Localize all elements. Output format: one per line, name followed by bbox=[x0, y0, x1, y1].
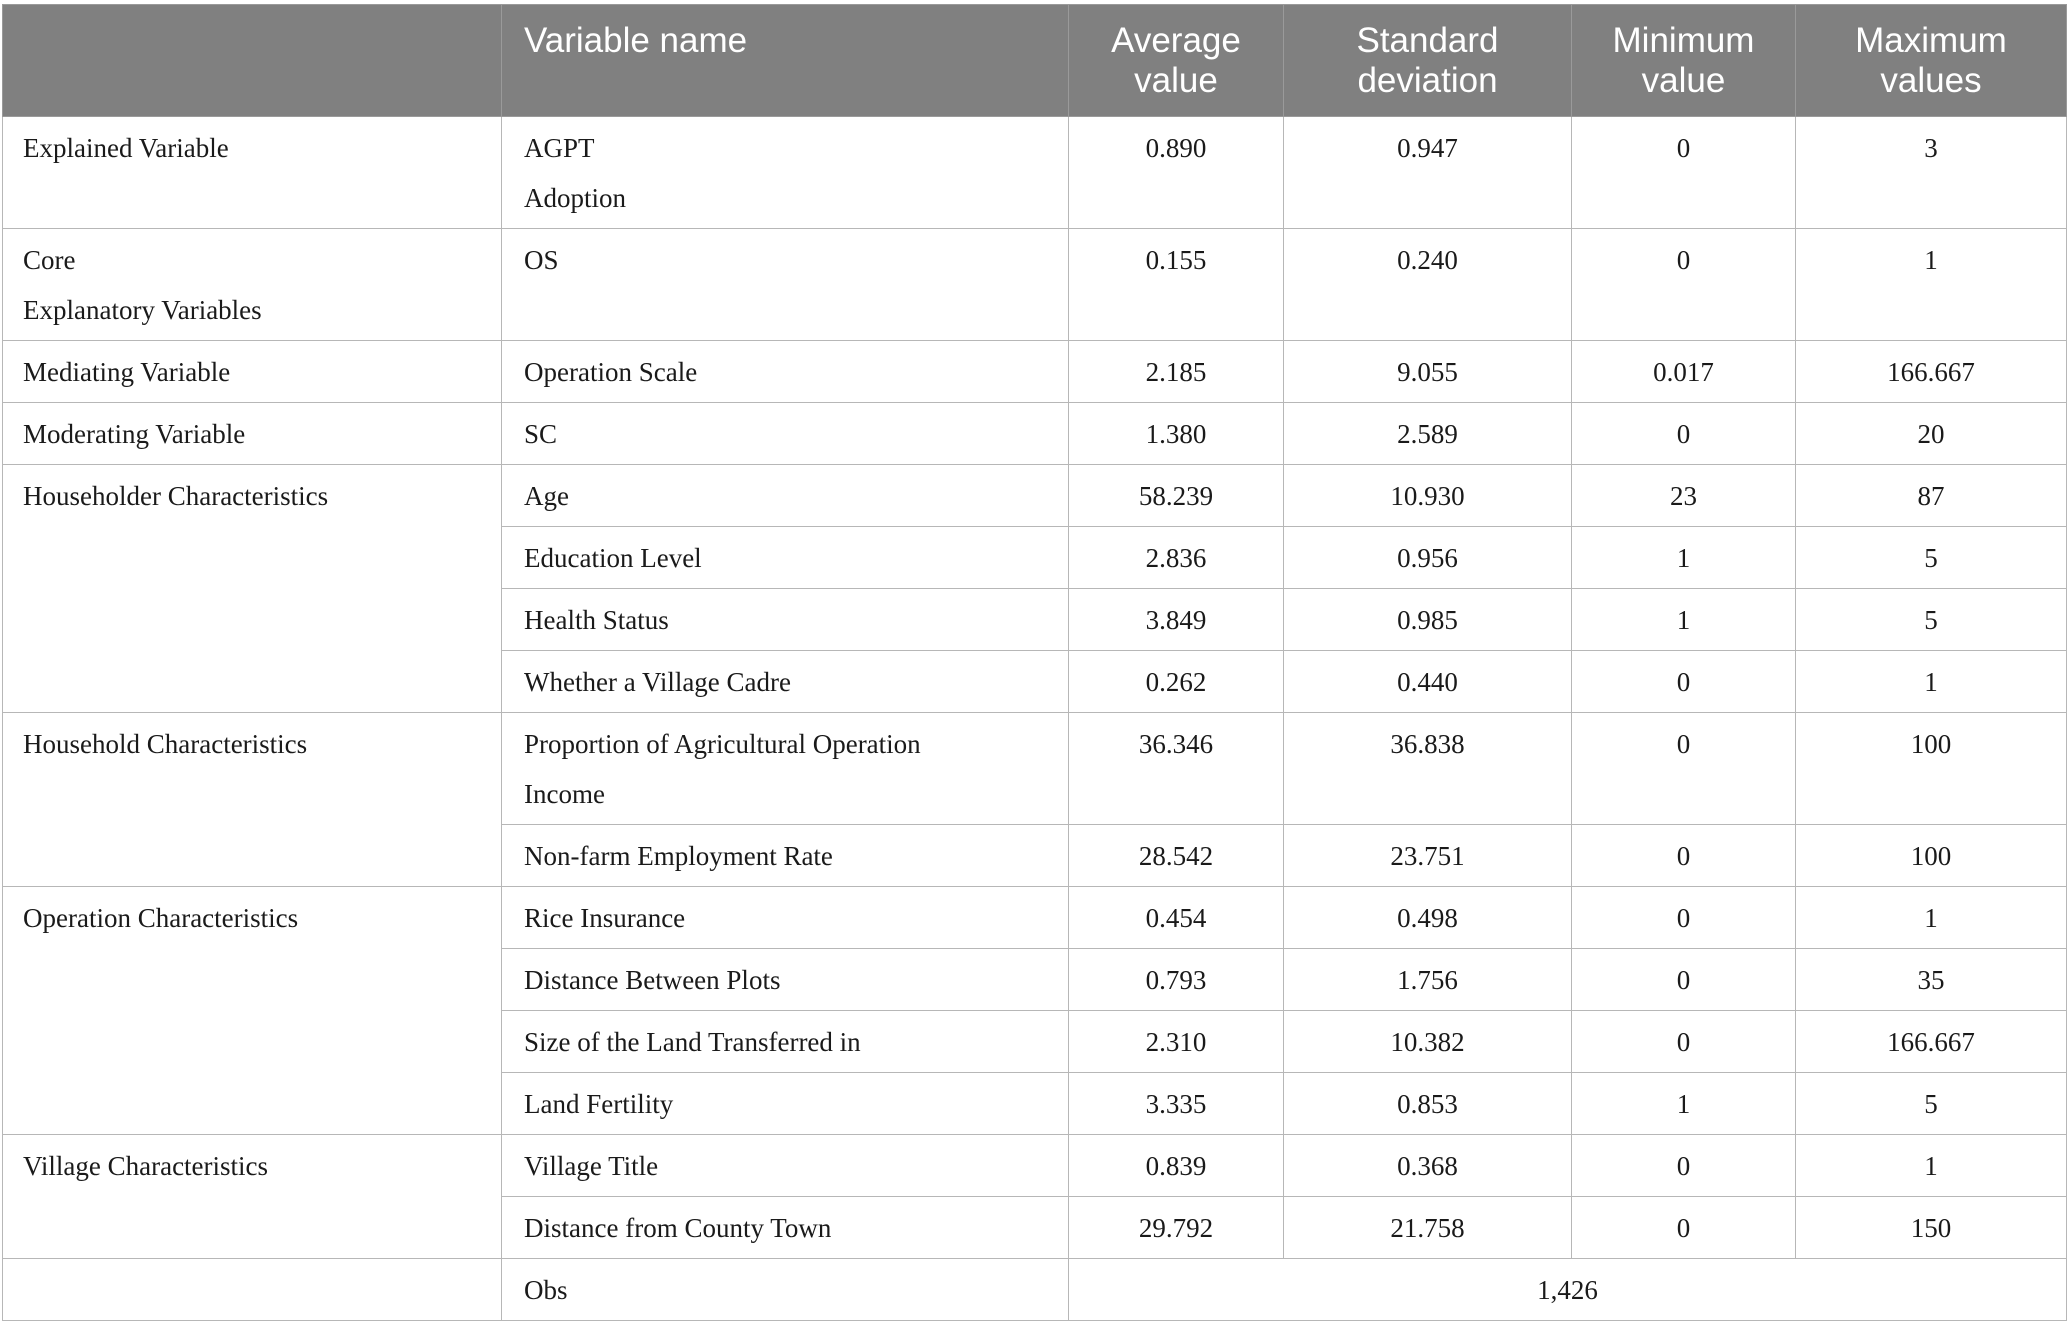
min-cell: 0 bbox=[1572, 651, 1796, 713]
obs-category-cell bbox=[3, 1259, 502, 1321]
sd-cell: 0.368 bbox=[1284, 1135, 1572, 1197]
min-cell: 0 bbox=[1572, 117, 1796, 229]
sd-cell: 0.985 bbox=[1284, 589, 1572, 651]
variable-cell: Distance Between Plots bbox=[502, 949, 1069, 1011]
header-minimum-value bbox=[1572, 5, 1796, 117]
variable-cell: Education Level bbox=[502, 527, 1069, 589]
variable-line1: Proportion of Agricultural Operation bbox=[524, 729, 921, 759]
sd-cell: 0.956 bbox=[1284, 527, 1572, 589]
header-sd-line2: deviation bbox=[1357, 61, 1498, 100]
category-cell: Mediating Variable bbox=[3, 341, 502, 403]
obs-label: Obs bbox=[502, 1259, 1069, 1321]
mean-cell: 0.839 bbox=[1069, 1135, 1284, 1197]
variable-cell: Whether a Village Cadre bbox=[502, 651, 1069, 713]
header-variable-name: Variable name bbox=[502, 5, 1069, 117]
min-cell: 23 bbox=[1572, 465, 1796, 527]
category-line1: Core bbox=[23, 245, 76, 275]
category-line2: Explanatory Variables bbox=[23, 295, 262, 325]
min-cell: 1 bbox=[1572, 527, 1796, 589]
max-cell: 1 bbox=[1796, 887, 2067, 949]
sd-cell: 0.947 bbox=[1284, 117, 1572, 229]
variable-cell: Operation Scale bbox=[502, 341, 1069, 403]
header-sd-line1: Standard bbox=[1356, 21, 1499, 60]
obs-row bbox=[3, 1259, 2067, 1321]
max-cell: 100 bbox=[1796, 825, 2067, 887]
category-cell bbox=[3, 229, 502, 341]
sd-cell: 0.853 bbox=[1284, 1073, 1572, 1135]
sd-cell: 1.756 bbox=[1284, 949, 1572, 1011]
max-cell: 100 bbox=[1796, 713, 2067, 825]
sd-cell: 0.498 bbox=[1284, 887, 1572, 949]
max-cell: 1 bbox=[1796, 229, 2067, 341]
mean-cell: 2.836 bbox=[1069, 527, 1284, 589]
max-cell: 5 bbox=[1796, 527, 2067, 589]
mean-cell: 2.185 bbox=[1069, 341, 1284, 403]
mean-cell: 0.793 bbox=[1069, 949, 1284, 1011]
table-row bbox=[3, 465, 2067, 527]
variable-cell: Size of the Land Transferred in bbox=[502, 1011, 1069, 1073]
min-cell: 0 bbox=[1572, 713, 1796, 825]
header-average-value bbox=[1069, 5, 1284, 117]
min-cell: 0 bbox=[1572, 825, 1796, 887]
mean-cell: 3.849 bbox=[1069, 589, 1284, 651]
descriptive-statistics-table bbox=[2, 4, 2067, 1321]
variable-cell: Village Title bbox=[502, 1135, 1069, 1197]
category-cell: Householder Characteristics bbox=[3, 465, 502, 713]
max-cell: 1 bbox=[1796, 1135, 2067, 1197]
category-cell: Household Characteristics bbox=[3, 713, 502, 887]
variable-cell: OS bbox=[502, 229, 1069, 341]
table-row bbox=[3, 887, 2067, 949]
variable-line2: Income bbox=[524, 779, 605, 809]
variable-line2: Adoption bbox=[524, 183, 627, 213]
header-row bbox=[3, 5, 2067, 117]
table-row bbox=[3, 1135, 2067, 1197]
header-max-line2: values bbox=[1880, 61, 1982, 100]
min-cell: 0 bbox=[1572, 403, 1796, 465]
variable-cell: Rice Insurance bbox=[502, 887, 1069, 949]
max-cell: 35 bbox=[1796, 949, 2067, 1011]
mean-cell: 58.239 bbox=[1069, 465, 1284, 527]
sd-cell: 0.240 bbox=[1284, 229, 1572, 341]
header-min-line2: value bbox=[1641, 61, 1726, 100]
mean-cell: 0.155 bbox=[1069, 229, 1284, 341]
max-cell: 150 bbox=[1796, 1197, 2067, 1259]
header-average-line2: value bbox=[1134, 61, 1218, 100]
sd-cell: 36.838 bbox=[1284, 713, 1572, 825]
variable-line1: AGPT bbox=[524, 133, 595, 163]
header-standard-deviation bbox=[1284, 5, 1572, 117]
mean-cell: 36.346 bbox=[1069, 713, 1284, 825]
category-cell: Explained Variable bbox=[3, 117, 502, 229]
table-body bbox=[3, 117, 2067, 1321]
mean-cell: 0.890 bbox=[1069, 117, 1284, 229]
max-cell: 20 bbox=[1796, 403, 2067, 465]
mean-cell: 29.792 bbox=[1069, 1197, 1284, 1259]
max-cell: 5 bbox=[1796, 589, 2067, 651]
variable-cell: Age bbox=[502, 465, 1069, 527]
table-row bbox=[3, 403, 2067, 465]
category-cell: Operation Characteristics bbox=[3, 887, 502, 1135]
min-cell: 0 bbox=[1572, 1197, 1796, 1259]
sd-cell: 10.930 bbox=[1284, 465, 1572, 527]
max-cell: 166.667 bbox=[1796, 1011, 2067, 1073]
mean-cell: 1.380 bbox=[1069, 403, 1284, 465]
sd-cell: 21.758 bbox=[1284, 1197, 1572, 1259]
mean-cell: 3.335 bbox=[1069, 1073, 1284, 1135]
sd-cell: 23.751 bbox=[1284, 825, 1572, 887]
header-category bbox=[3, 5, 502, 117]
min-cell: 0 bbox=[1572, 1135, 1796, 1197]
max-cell: 1 bbox=[1796, 651, 2067, 713]
variable-cell: SC bbox=[502, 403, 1069, 465]
sd-cell: 10.382 bbox=[1284, 1011, 1572, 1073]
sd-cell: 9.055 bbox=[1284, 341, 1572, 403]
min-cell: 0 bbox=[1572, 949, 1796, 1011]
header-max-line1: Maximum bbox=[1855, 21, 2007, 60]
header-average-line1: Average bbox=[1111, 21, 1241, 60]
table-header bbox=[3, 5, 2067, 117]
mean-cell: 0.454 bbox=[1069, 887, 1284, 949]
sd-cell: 0.440 bbox=[1284, 651, 1572, 713]
min-cell: 0 bbox=[1572, 1011, 1796, 1073]
table-row bbox=[3, 117, 2067, 229]
variable-cell: Non-farm Employment Rate bbox=[502, 825, 1069, 887]
min-cell: 0 bbox=[1572, 229, 1796, 341]
max-cell: 87 bbox=[1796, 465, 2067, 527]
category-cell: Moderating Variable bbox=[3, 403, 502, 465]
header-min-line1: Minimum bbox=[1612, 21, 1755, 60]
table-row bbox=[3, 229, 2067, 341]
max-cell: 5 bbox=[1796, 1073, 2067, 1135]
table-row bbox=[3, 341, 2067, 403]
variable-cell bbox=[502, 713, 1069, 825]
variable-cell: Distance from County Town bbox=[502, 1197, 1069, 1259]
mean-cell: 2.310 bbox=[1069, 1011, 1284, 1073]
min-cell: 0.017 bbox=[1572, 341, 1796, 403]
variable-cell: Land Fertility bbox=[502, 1073, 1069, 1135]
obs-value: 1,426 bbox=[1069, 1259, 2067, 1321]
mean-cell: 28.542 bbox=[1069, 825, 1284, 887]
variable-cell: Health Status bbox=[502, 589, 1069, 651]
min-cell: 1 bbox=[1572, 1073, 1796, 1135]
category-cell: Village Characteristics bbox=[3, 1135, 502, 1259]
table-row bbox=[3, 713, 2067, 825]
variable-cell bbox=[502, 117, 1069, 229]
min-cell: 0 bbox=[1572, 887, 1796, 949]
max-cell: 166.667 bbox=[1796, 341, 2067, 403]
mean-cell: 0.262 bbox=[1069, 651, 1284, 713]
max-cell: 3 bbox=[1796, 117, 2067, 229]
header-maximum-values bbox=[1796, 5, 2067, 117]
sd-cell: 2.589 bbox=[1284, 403, 1572, 465]
min-cell: 1 bbox=[1572, 589, 1796, 651]
